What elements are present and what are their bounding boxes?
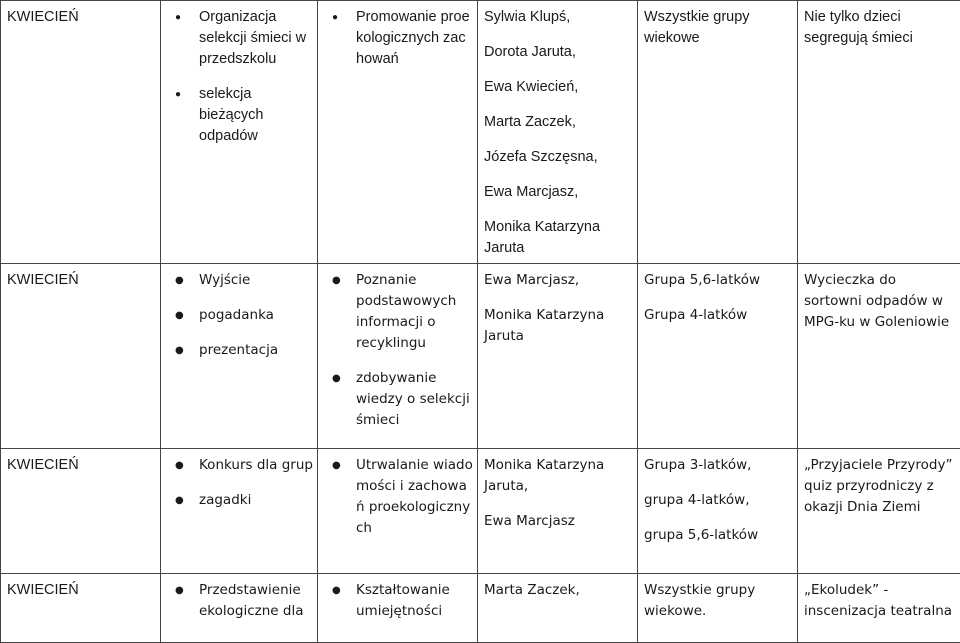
group-label: Wszystkie grupy wiekowe. [644, 580, 793, 622]
group-label: Grupa 5,6-latków [644, 270, 793, 291]
list-item: ● Kształtowanie umiejętności [324, 580, 473, 622]
groups-cell [638, 449, 798, 574]
goals-cell [318, 574, 478, 643]
person-name: Ewa Marcjasz, [484, 182, 633, 203]
people-cell [478, 574, 638, 643]
note-text: „Ekoludek” - inscenizacja teatralna [804, 580, 956, 622]
note-text: „Przyjaciele Przyrody” quiz przyrodniczy z okazji Dnia Ziemi [804, 455, 956, 518]
table-row [1, 574, 960, 643]
groups-cell [638, 264, 798, 449]
note-text: Wycieczka do sortowni odpadów w MPG-ku w Goleniowie [804, 270, 956, 333]
person-name: Józefa Szczęsna, [484, 147, 633, 168]
people-cell [478, 1, 638, 264]
list-item: ● selekcja bieżących odpadów [167, 84, 313, 147]
month-cell: KWIECIEŃ [1, 449, 161, 574]
group-label: grupa 4-latków, [644, 490, 793, 511]
groups-cell [638, 1, 798, 264]
month-cell: KWIECIEŃ [1, 574, 161, 643]
notes-cell [798, 1, 960, 264]
forms-cell [161, 574, 318, 643]
person-name: Marta Zaczek, [484, 580, 633, 601]
person-name: Monika Katarzyna Jaruta, [484, 455, 633, 497]
person-name: Monika Katarzyna Jaruta [484, 217, 633, 259]
list-item: ● Poznanie podstawowych informacji o recyklingu [324, 270, 473, 354]
person-name: Ewa Kwiecień, [484, 77, 633, 98]
person-name: Sylwia Klupś, [484, 7, 633, 28]
month-cell: KWIECIEŃ [1, 1, 161, 264]
person-name: Ewa Marcjasz, [484, 270, 633, 291]
forms-cell [161, 264, 318, 449]
list-item: ● Wyjście [167, 270, 313, 291]
forms-cell [161, 1, 318, 264]
notes-cell [798, 449, 960, 574]
group-label: grupa 5,6-latków [644, 525, 793, 546]
month-cell: KWIECIEŃ [1, 264, 161, 449]
forms-cell [161, 449, 318, 574]
group-label: Grupa 3-latków, [644, 455, 793, 476]
list-item: ● zdobywanie wiedzy o selekcji śmieci [324, 368, 473, 431]
list-item: ● zagadki [167, 490, 313, 511]
goals-cell [318, 264, 478, 449]
groups-cell [638, 574, 798, 643]
list-item: ● Konkurs dla grup [167, 455, 313, 476]
list-item: ● Promowanie proekologicznych zachowań [324, 7, 473, 70]
note-text: Nie tylko dzieci segregują śmieci [804, 7, 956, 49]
table-row [1, 264, 960, 449]
people-cell [478, 449, 638, 574]
list-item: ● Organizacja selekcji śmieci w przedszkolu [167, 7, 313, 70]
goals-cell [318, 1, 478, 264]
group-label: Wszystkie grupy wiekowe [644, 7, 793, 49]
goals-cell [318, 449, 478, 574]
table-row [1, 1, 960, 264]
group-label: Grupa 4-latków [644, 305, 793, 326]
notes-cell [798, 264, 960, 449]
person-name: Monika Katarzyna Jaruta [484, 305, 633, 347]
table-row [1, 449, 960, 574]
person-name: Dorota Jaruta, [484, 42, 633, 63]
list-item: ● pogadanka [167, 305, 313, 326]
person-name: Marta Zaczek, [484, 112, 633, 133]
person-name: Ewa Marcjasz [484, 511, 633, 532]
people-cell [478, 264, 638, 449]
list-item: ● Utrwalanie wiadomości i zachowań proekologicznych [324, 455, 473, 539]
list-item: ● Przedstawienie ekologiczne dla [167, 580, 313, 622]
notes-cell [798, 574, 960, 643]
list-item: ● prezentacja [167, 340, 313, 361]
